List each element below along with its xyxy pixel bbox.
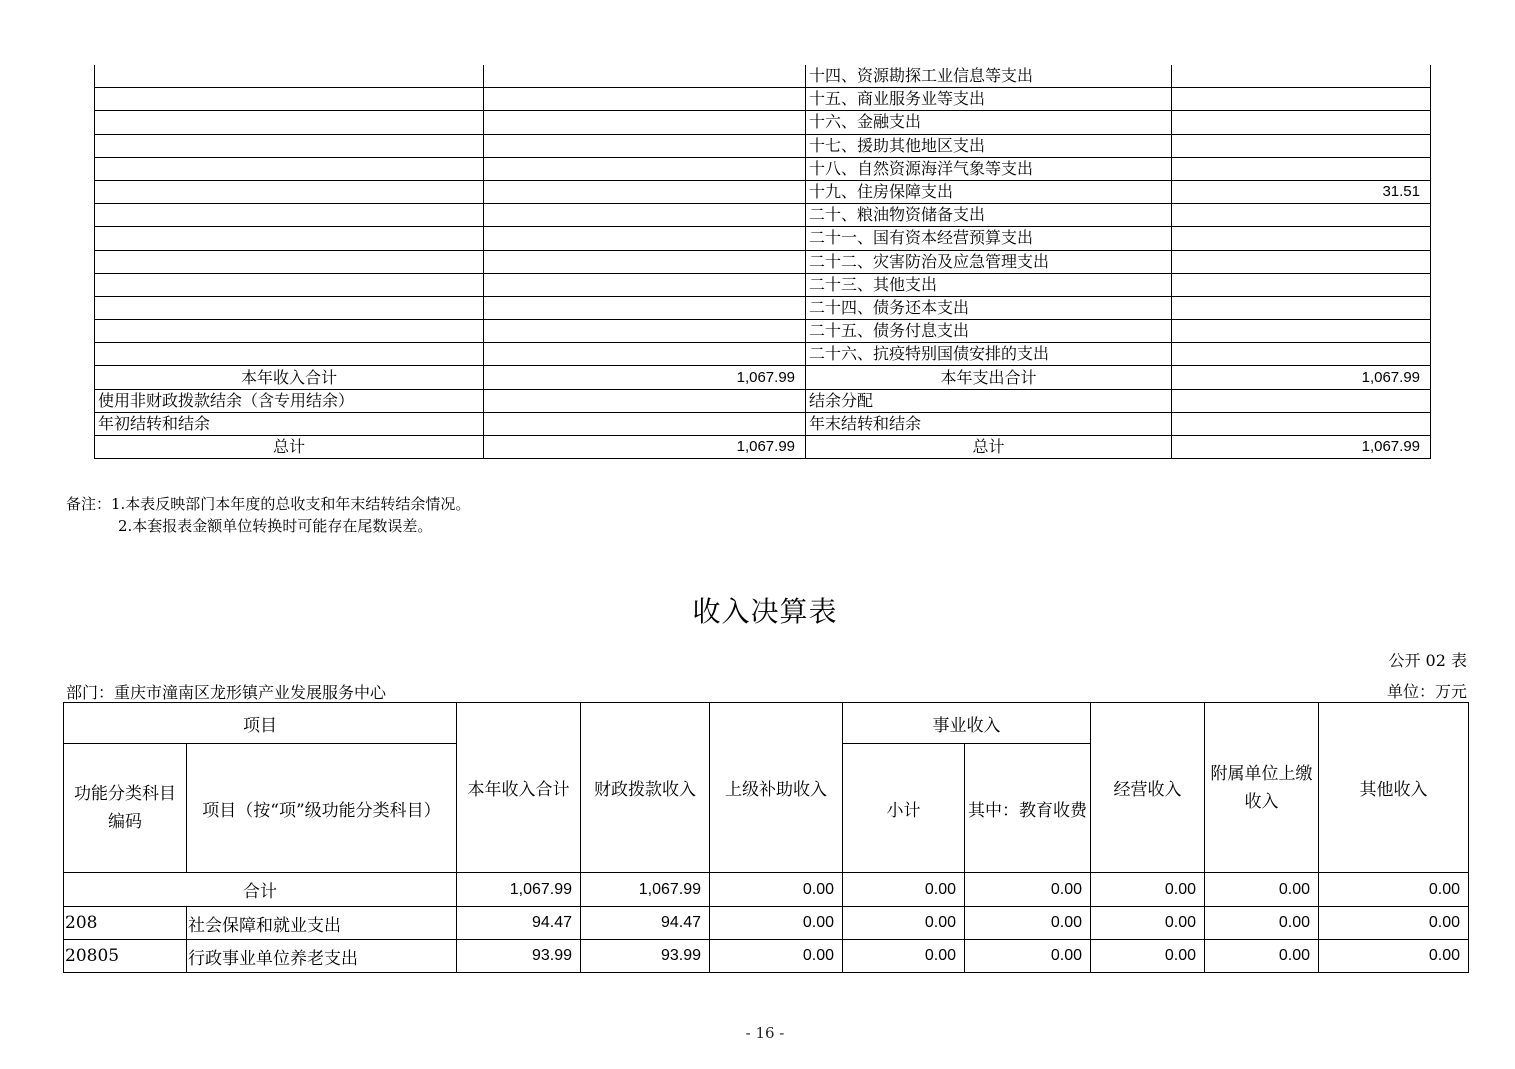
grand-total-expense: 1,067.99 (1172, 436, 1431, 459)
expense-label: 二十二、灾害防治及应急管理支出 (806, 250, 1172, 273)
expense-total-label: 本年支出合计 (806, 366, 1172, 389)
total-value: 0.00 (965, 873, 1091, 907)
total-label: 合计 (64, 873, 457, 907)
table-row (95, 134, 1431, 157)
total-value: 1,067.99 (457, 873, 581, 907)
header-operating: 经营收入 (1091, 703, 1205, 873)
expense-label: 二十四、债务还本支出 (806, 296, 1172, 319)
income-total-label: 本年收入合计 (95, 366, 484, 389)
row-value: 0.00 (843, 907, 965, 940)
page-title: 收入决算表 (692, 595, 838, 628)
table-row (95, 412, 1431, 435)
row-value: 94.47 (581, 907, 710, 940)
row-value: 0.00 (1205, 940, 1319, 973)
total-value: 0.00 (1205, 873, 1319, 907)
expense-label: 十四、资源勘探工业信息等支出 (806, 65, 1172, 88)
row-value: 0.00 (1319, 907, 1469, 940)
row-name: 行政事业单位养老支出 (187, 940, 457, 973)
row-value: 0.00 (1091, 907, 1205, 940)
header-superior: 上级补助收入 (710, 703, 843, 873)
table-row (64, 940, 1469, 973)
total-row (64, 873, 1469, 907)
balance-table-body (95, 65, 1431, 459)
grand-total-row (95, 436, 1431, 459)
grand-total-label: 总计 (806, 436, 1172, 459)
row-code: 20805 (64, 940, 187, 973)
row-name: 社会保障和就业支出 (187, 907, 457, 940)
expense-label: 十六、金融支出 (806, 111, 1172, 134)
row-value: 0.00 (965, 907, 1091, 940)
row-value: 0.00 (1319, 940, 1469, 973)
table-row (95, 157, 1431, 180)
note-line-1: 备注：1.本表反映部门本年度的总收支和年末结转结余情况。 (66, 495, 471, 513)
expense-amount (1172, 111, 1431, 134)
row-value: 94.47 (457, 907, 581, 940)
row-value: 93.99 (581, 940, 710, 973)
expense-label: 十九、住房保障支出 (806, 180, 1172, 203)
header-other: 其他收入 (1319, 703, 1469, 873)
expense-amount: 31.51 (1172, 180, 1431, 203)
table-row (95, 227, 1431, 250)
total-value: 0.00 (843, 873, 965, 907)
header-education: 其中：教育收费 (965, 744, 1091, 873)
header-total: 本年收入合计 (457, 703, 581, 873)
table-row (95, 389, 1431, 412)
department-label: 部门：重庆市潼南区龙形镇产业发展服务中心 (66, 683, 387, 702)
non-fiscal-label: 使用非财政拨款结余（含专用结余） (95, 389, 484, 412)
row-value: 0.00 (965, 940, 1091, 973)
row-value: 0.00 (1205, 907, 1319, 940)
total-value: 0.00 (710, 873, 843, 907)
note-line-2: 2.本套报表金额单位转换时可能存在尾数误差。 (118, 517, 433, 535)
row-value: 0.00 (843, 940, 965, 973)
header-code: 功能分类科目编码 (64, 744, 187, 873)
row-value: 0.00 (710, 940, 843, 973)
total-value: 1,067.99 (581, 873, 710, 907)
header-item-name: 项目（按“项”级功能分类科目） (187, 744, 457, 873)
grand-total-label: 总计 (95, 436, 484, 459)
row-value: 0.00 (710, 907, 843, 940)
header-fiscal: 财政拨款收入 (581, 703, 710, 873)
expense-amount (1172, 204, 1431, 227)
expense-amount (1172, 227, 1431, 250)
header-subtotal: 小计 (843, 744, 965, 873)
expense-label: 二十六、抗疫特别国债安排的支出 (806, 343, 1172, 366)
end-carry-label: 年末结转和结余 (806, 412, 1172, 435)
expense-amount (1172, 250, 1431, 273)
table-row (95, 273, 1431, 296)
table-row (95, 204, 1431, 227)
table-row (95, 65, 1431, 88)
row-value: 93.99 (457, 940, 581, 973)
header-row (64, 703, 1469, 744)
table-row (95, 250, 1431, 273)
income-table (63, 702, 1469, 973)
unit-label: 单位：万元 (1386, 682, 1467, 701)
total-value: 0.00 (1091, 873, 1205, 907)
table-row (95, 111, 1431, 134)
expense-amount (1172, 273, 1431, 296)
table-row (95, 180, 1431, 203)
header-business: 事业收入 (843, 703, 1091, 744)
expense-amount (1172, 134, 1431, 157)
table-row (95, 296, 1431, 319)
table-row (64, 907, 1469, 940)
expense-amount (1172, 296, 1431, 319)
income-total-row (95, 366, 1431, 389)
header-item: 项目 (64, 703, 457, 744)
expense-amount (1172, 88, 1431, 111)
grand-total-income: 1,067.99 (484, 436, 806, 459)
expense-total-value: 1,067.99 (1172, 366, 1431, 389)
form-number: 公开 02 表 (1388, 651, 1467, 670)
expense-label: 二十、粮油物资储备支出 (806, 204, 1172, 227)
begin-carry-label: 年初结转和结余 (95, 412, 484, 435)
page-number: - 16 - (745, 1024, 785, 1042)
expense-amount (1172, 157, 1431, 180)
row-code: 208 (64, 907, 187, 940)
total-value: 0.00 (1319, 873, 1469, 907)
expense-amount (1172, 320, 1431, 343)
balance-table (94, 65, 1431, 459)
income-total-value: 1,067.99 (484, 366, 806, 389)
expense-label: 十八、自然资源海洋气象等支出 (806, 157, 1172, 180)
table-row (95, 88, 1431, 111)
expense-amount (1172, 343, 1431, 366)
header-affiliated: 附属单位上缴收入 (1205, 703, 1319, 873)
expense-label: 二十一、国有资本经营预算支出 (806, 227, 1172, 250)
surplus-dist-label: 结余分配 (806, 389, 1172, 412)
row-value: 0.00 (1091, 940, 1205, 973)
expense-amount (1172, 65, 1431, 88)
expense-label: 二十五、债务付息支出 (806, 320, 1172, 343)
expense-label: 十七、援助其他地区支出 (806, 134, 1172, 157)
expense-label: 十五、商业服务业等支出 (806, 88, 1172, 111)
table-row (95, 343, 1431, 366)
table-row (95, 320, 1431, 343)
expense-label: 二十三、其他支出 (806, 273, 1172, 296)
